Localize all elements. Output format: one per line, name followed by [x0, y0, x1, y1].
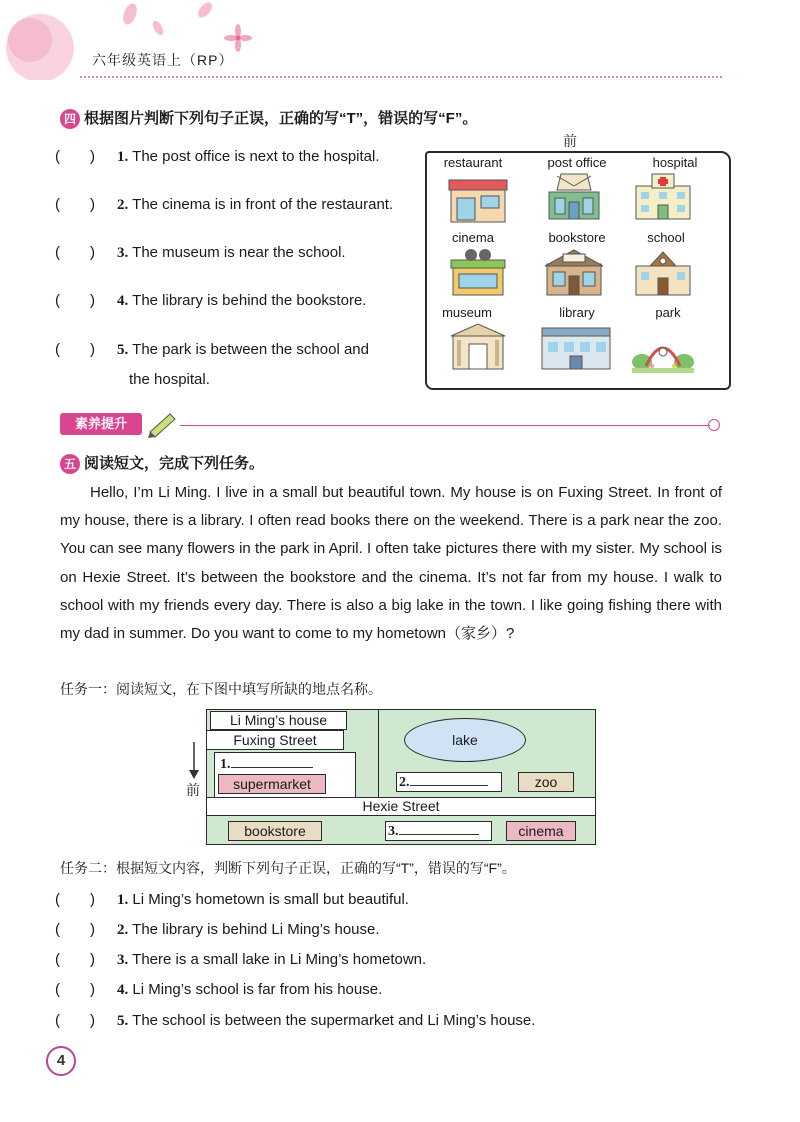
answer-blank[interactable]: ( ): [55, 148, 95, 165]
front-label: 前: [563, 133, 577, 149]
map-label-park: park: [655, 305, 681, 320]
task-2-instruction: 任务二：根据短文内容，判断下列句子正误，正确的写“T”，错误的写“F”。: [60, 860, 516, 876]
map-label-museum: museum: [442, 305, 492, 320]
plan-front-label: 前: [186, 782, 200, 798]
section-4-badge: 四: [60, 109, 80, 129]
li-ming-house: Li Ming’s house: [210, 711, 347, 730]
answer-blank[interactable]: ( ): [55, 891, 95, 908]
task-1-instruction: 任务一：阅读短文，在下图中填写所缺的地点名称。: [60, 681, 382, 697]
plan-zoo: zoo: [518, 772, 574, 792]
section-4-instruction: 根据图片判断下列句子正误，正确的写“T”，错误的写“F”。: [84, 110, 478, 127]
map-label-library: library: [559, 305, 595, 320]
s5-question-1: ( ) 1. Li Ming’s hometown is small but beautiful.: [55, 888, 409, 909]
arrow-down-icon: [188, 742, 200, 780]
answer-blank[interactable]: ( ): [55, 244, 95, 261]
section-5-heading: [60, 452, 264, 474]
s4-question-1: ( ) 1. The post office is next to the hospital.: [55, 145, 380, 166]
page-number: 4: [46, 1046, 76, 1076]
map-label-restaurant: restaurant: [443, 155, 503, 170]
s4-question-2: ( ) 2. The cinema is in front of the restaurant.: [55, 193, 393, 214]
section-5-instruction: 阅读短文，完成下列任务。: [84, 455, 265, 472]
hospital-icon: [632, 172, 694, 220]
plan-lake: lake: [404, 718, 526, 762]
answer-blank[interactable]: ( ): [55, 1012, 95, 1029]
plan-blank-2[interactable]: 2.: [396, 772, 502, 792]
restaurant-icon: [447, 176, 509, 224]
map-label-hospital: hospital: [652, 155, 698, 170]
header-divider: [80, 76, 722, 78]
section-5-badge: 五: [60, 454, 80, 474]
banner-divider: [180, 425, 710, 426]
plan-bookstore: bookstore: [228, 821, 322, 841]
s4-question-3: ( ) 3. The museum is near the school.: [55, 241, 346, 262]
literacy-banner: 素养提升: [60, 413, 142, 435]
museum-icon: [447, 322, 509, 370]
section-4-heading: [60, 107, 477, 129]
bookstore-icon: [543, 248, 605, 296]
post-office-icon: [543, 172, 605, 220]
map-label-cinema: cinema: [452, 230, 494, 245]
plan-supermarket: supermarket: [218, 774, 326, 794]
school-icon: [632, 248, 694, 296]
map-label-bookstore: bookstore: [548, 230, 606, 245]
banner-end-dot: [708, 419, 720, 431]
s5-question-2: ( ) 2. The library is behind Li Ming’s house.: [55, 918, 380, 939]
s5-question-5: ( ) 5. The school is between the supermarket and Li Ming’s house.: [55, 1009, 535, 1030]
cinema-icon: [447, 248, 509, 296]
map-label-post-office: post office: [547, 155, 607, 170]
fuxing-street: Fuxing Street: [206, 730, 344, 750]
book-title: 六年级英语上（RP）: [92, 52, 234, 68]
park-icon: [632, 326, 694, 374]
s5-question-3: ( ) 3. There is a small lake in Li Ming’s hometown.: [55, 948, 426, 969]
s4-question-5: ( ) 5. The park is between the school and: [55, 338, 369, 359]
answer-blank[interactable]: ( ): [55, 341, 95, 358]
library-icon: [540, 322, 612, 370]
pencil-icon: [146, 410, 178, 438]
s4-question-5-continued: the hospital.: [129, 371, 210, 388]
answer-blank[interactable]: ( ): [55, 292, 95, 309]
answer-blank[interactable]: ( ): [55, 981, 95, 998]
hexie-street: Hexie Street: [206, 797, 596, 816]
answer-blank[interactable]: ( ): [55, 921, 95, 938]
s5-question-4: ( ) 4. Li Ming’s school is far from his house.: [55, 978, 382, 999]
answer-blank[interactable]: ( ): [55, 951, 95, 968]
map-label-school: school: [647, 230, 685, 245]
s4-question-4: ( ) 4. The library is behind the bookstore.: [55, 289, 366, 310]
plan-blank-3[interactable]: 3.: [385, 821, 492, 841]
plan-cinema: cinema: [506, 821, 576, 841]
reading-passage: Hello, I’m Li Ming. I live in a small but beautiful town. My house is on Fuxing Street. In front of my house, there is a library. I often read books there on the weekend. There is a park near the zoo. You can see many flowers in the park in April. I often take pictures there with my sister. My school is on Hexie Street. It’s between the bookstore and the cinema. It’s not far from my house. I walk to school with my friends every day. There is also a big lake in the town. I like going fishing there with my dad in summer. Do you want to come to my hometown（家乡）?: [60, 484, 722, 643]
plan-blank-1[interactable]: 1.: [220, 755, 325, 773]
answer-blank[interactable]: ( ): [55, 196, 95, 213]
